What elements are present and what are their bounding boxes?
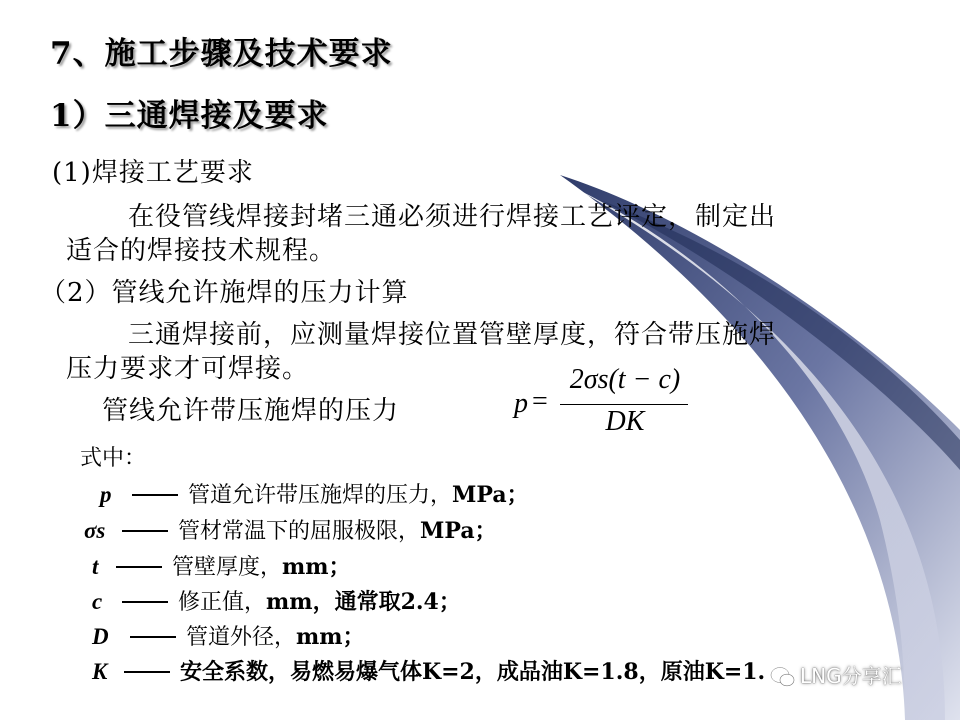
em-dash [130,636,176,638]
definition-unit: MPa； [452,482,529,508]
definition-text: 管壁厚度， [172,555,283,580]
definition-symbol: K [92,659,108,684]
wechat-icon [770,666,796,688]
paragraph-1-line-2: 适合的焊接技术规程。 [66,236,337,266]
em-dash [132,494,178,496]
em-dash [124,671,170,673]
definition-text: 管材常温下的屈服极限， [178,519,421,544]
definition-text: 修正值， [178,590,267,615]
formula-equals: = [532,386,548,417]
definition-symbol: t [92,554,99,579]
definition-symbol: c [92,589,103,614]
formula-fraction-bar [560,404,688,405]
definition-unit: MPa； [420,518,497,544]
paragraph-2-line-1: 三通焊接前，应测量焊接位置管壁厚度，符合带压施焊 [128,320,777,350]
definition-unit: mm； [296,624,365,650]
paragraph-1-line-1: 在役管线焊接封堵三通必须进行焊接工艺评定，制定出 [128,202,777,232]
formula-lhs: p [514,388,528,419]
definition-row [100,478,529,509]
slide-title: 7、施工步骤及技术要求 [50,36,393,72]
definition-text: 安全系数，易燃易爆气体K=2，成品油K=1.8，原油K=1. [180,659,766,685]
section-heading: 1）三通焊接及要求 [50,98,329,134]
definition-row [92,550,351,581]
definition-row [92,655,765,686]
definition-symbol: σs [84,518,106,543]
definition-unit: mm，通常取2.4； [266,589,461,615]
pressure-formula [514,364,694,444]
subsection-heading-1: (1)焊接工艺要求 [52,158,254,188]
definition-symbol: D [92,624,109,649]
definition-row [92,585,461,616]
paragraph-2-line-2: 压力要求才可焊接。 [66,354,310,384]
definition-row [92,620,365,651]
em-dash [122,530,168,532]
definition-text: 管道外径， [186,625,297,650]
formula-denominator: DK [605,406,645,437]
definition-text: 管道允许带压施焊的压力， [188,483,453,508]
definition-unit: mm； [282,554,351,580]
em-dash [122,601,168,603]
em-dash [116,566,162,568]
subsection-heading-2: （2）管线允许施焊的压力计算 [40,278,409,308]
watermark-text: LNG分享汇 [800,664,902,688]
definition-row [84,514,497,545]
where-label: 式中： [80,446,147,471]
formula-numerator: 2σs(t − c) [569,364,681,395]
definition-symbol: p [100,482,112,507]
formula-label: 管线允许带压施焊的压力 [102,396,400,426]
